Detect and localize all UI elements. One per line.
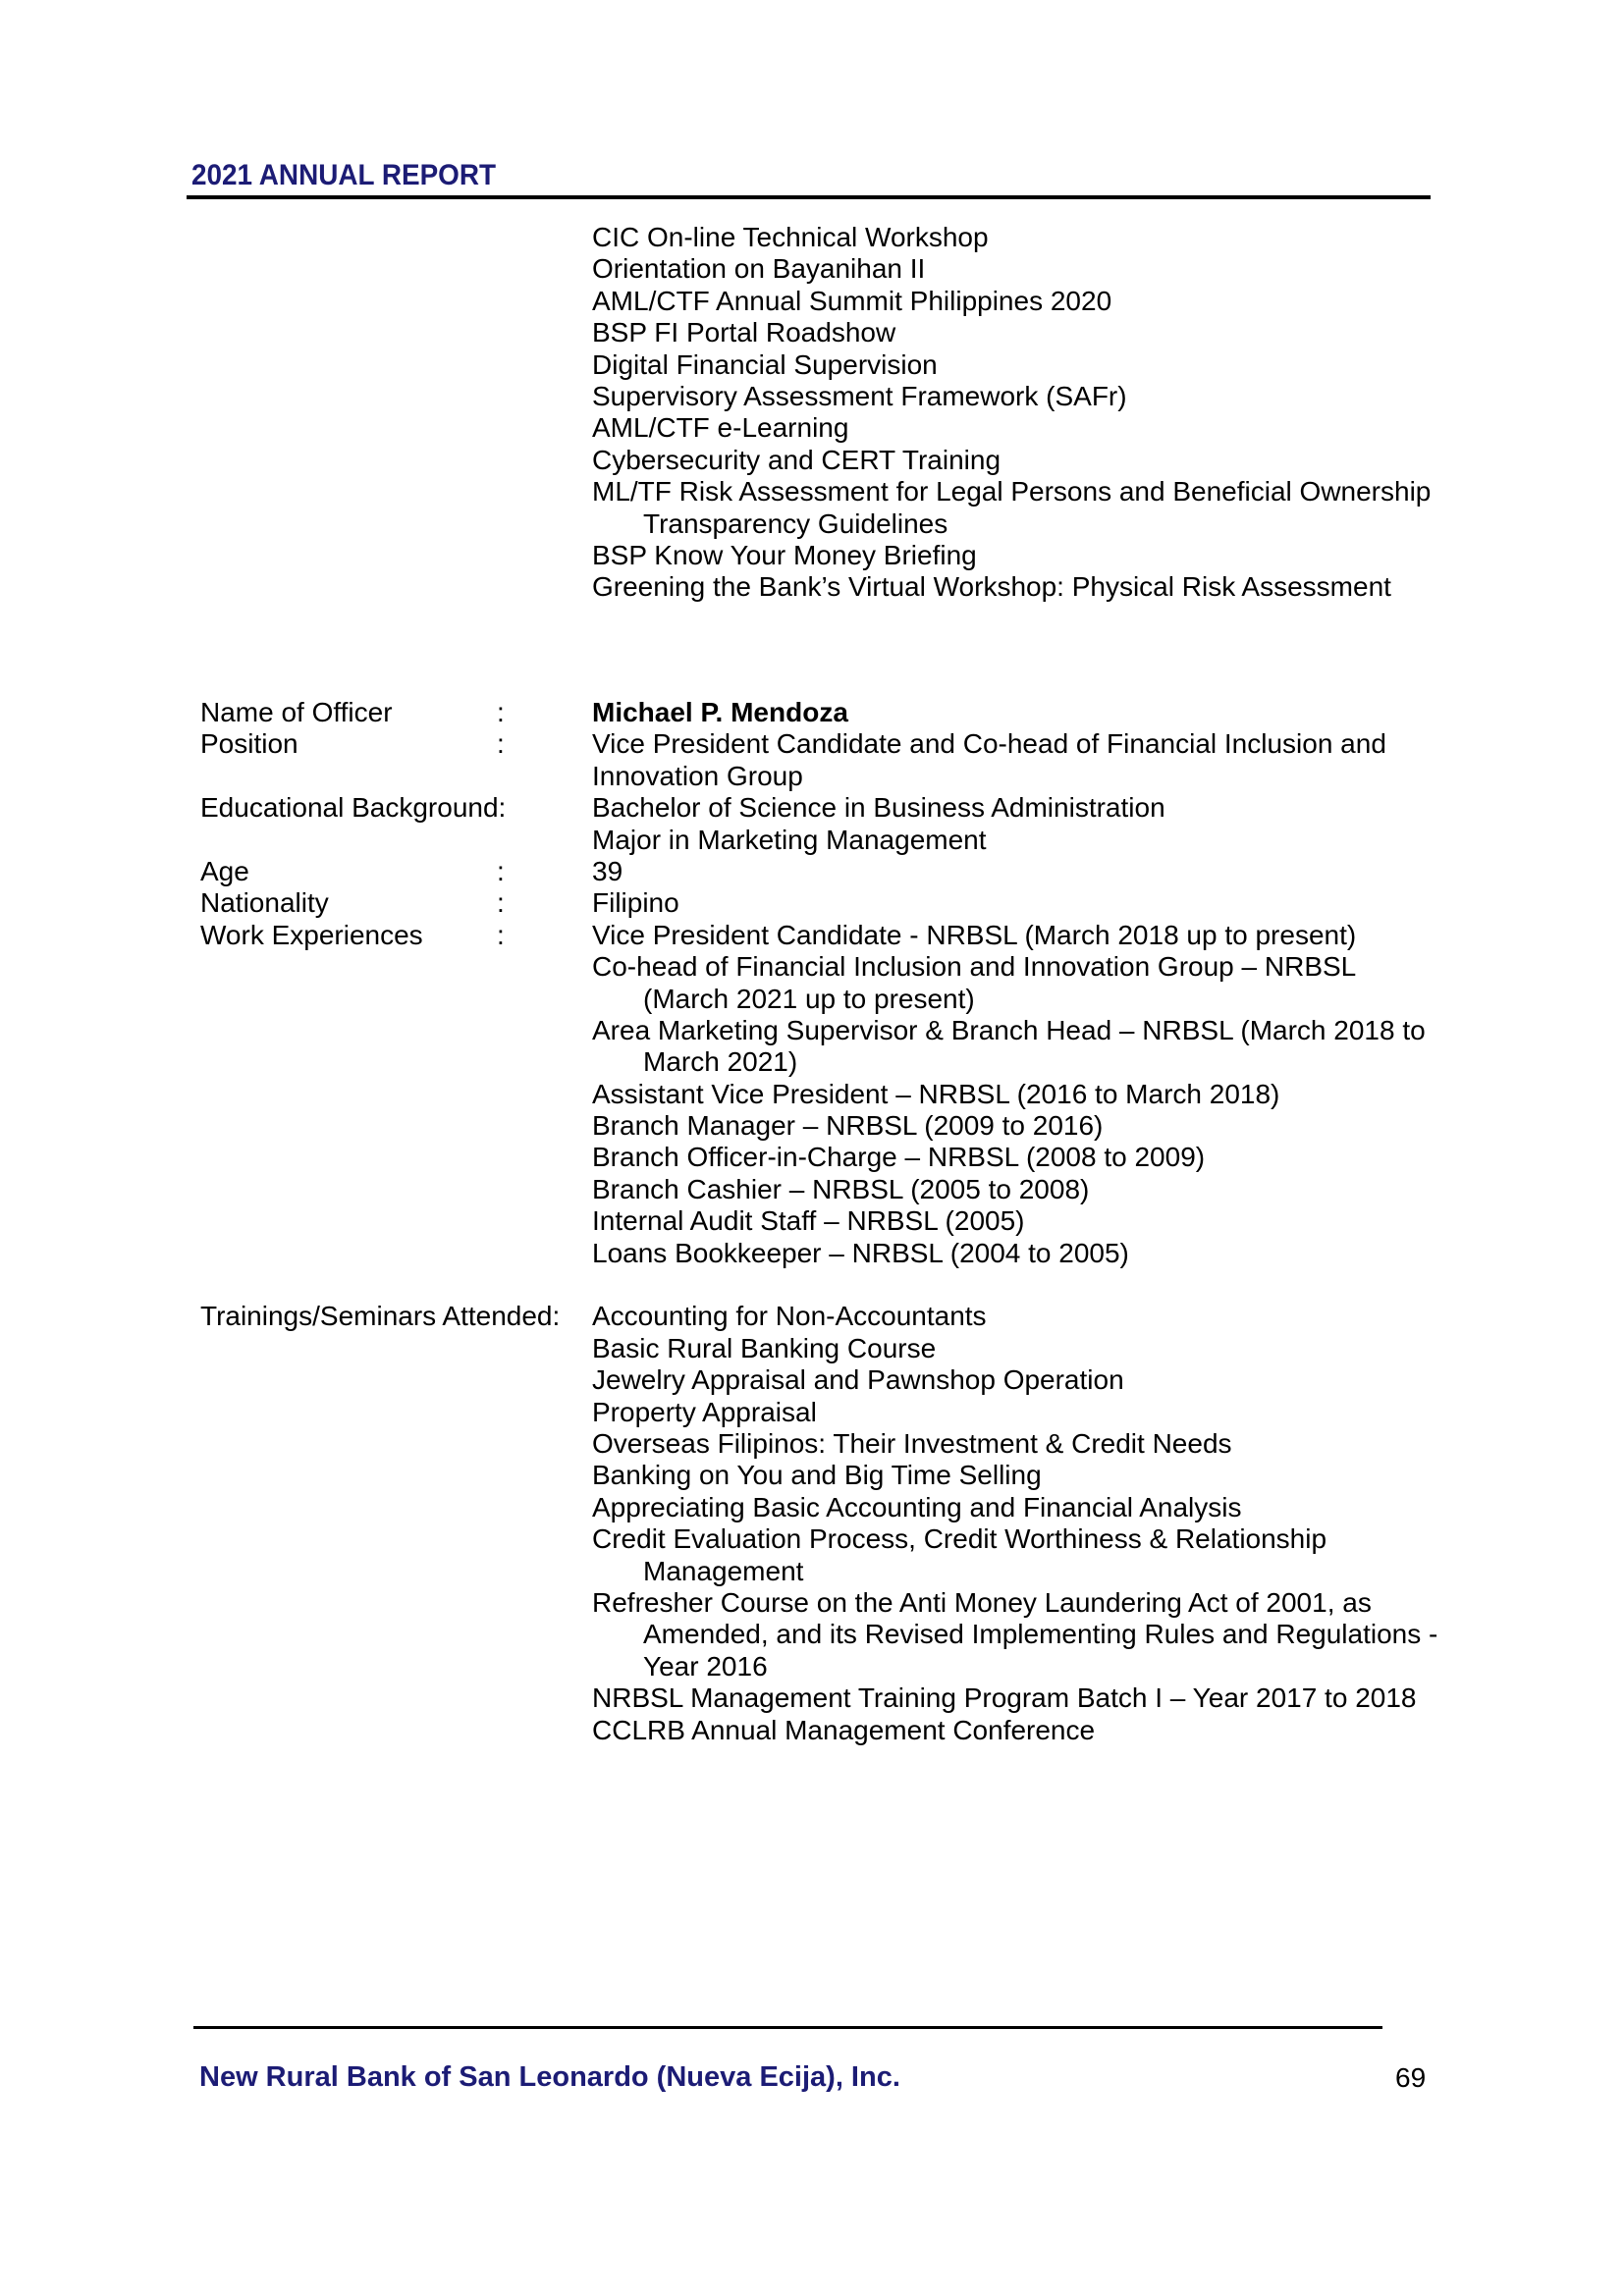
field-value: Property Appraisal [592,1396,817,1427]
field-value: Appreciating Basic Accounting and Financial Analysis [592,1491,1242,1522]
field-value: 39 [592,855,623,886]
training-line [592,317,1431,348]
field-value: Branch Officer-in-Charge – NRBSL (2008 to 2009) [592,1142,1206,1173]
officer-training-line [200,1556,1595,1587]
field-value: Branch Cashier – NRBSL (2005 to 2008) [592,1173,1090,1204]
field-label: Nationality [200,887,329,919]
field-label: Work Experiences [200,919,423,950]
officer-training-line [200,1460,1595,1491]
field-value: NRBSL Management Training Program Batch I – Year 2017 to 2018 [592,1682,1417,1714]
field-value: Refresher Course on the Anti Money Laundering Act of 2001, as [592,1586,1372,1618]
officer-training-line [200,1492,1595,1523]
training-line-text: Orientation on Bayanihan II [592,253,926,285]
field-value: CCLRB Annual Management Conference [592,1714,1096,1745]
training-line-text: BSP FI Portal Roadshow [592,317,896,348]
field-value: Jewelry Appraisal and Pawnshop Operation [592,1364,1124,1396]
field-value: Assistant Vice President – NRBSL (2016 to March 2018) [592,1078,1280,1109]
training-line [592,571,1431,603]
report-header-title: 2021 ANNUAL REPORT [191,159,497,191]
officer-info-line [200,1110,1595,1142]
officer-info-line [200,1174,1595,1205]
officer-info-line [200,792,1595,824]
field-label: Trainings/Seminars Attended: [200,1301,561,1332]
field-value: Bachelor of Science in Business Administration [592,792,1165,824]
field-value: (March 2021 up to present) [643,983,975,1014]
field-value: Basic Rural Banking Course [592,1332,937,1363]
officer-info-line [200,856,1595,887]
training-line-text: Cybersecurity and CERT Training [592,444,1001,475]
officer-info-line [200,1015,1595,1046]
officer-info-list [200,697,1595,1269]
field-colon: : [497,887,505,919]
officer-info-line [200,761,1595,792]
training-line [592,540,1431,571]
officer-info-line [200,728,1595,760]
field-value: Amended, and its Revised Implementing Rules and Regulations - [643,1619,1438,1650]
field-value: Vice President Candidate - NRBSL (March 2018 up to present) [592,919,1357,950]
field-value: Management [643,1555,804,1586]
training-line-text: Transparency Guidelines [643,507,948,539]
officer-info-line [200,984,1595,1015]
training-line [592,381,1431,412]
training-line-text: Greening the Bank’s Virtual Workshop: Physical Risk Assessment [592,571,1391,603]
officer-info-line [200,697,1595,728]
officer-training-line [200,1301,1595,1332]
training-continuation-list [592,222,1431,604]
officer-info-line [200,1046,1595,1078]
officer-info-line [200,825,1595,856]
training-line-text: ML/TF Risk Assessment for Legal Persons and Beneficial Ownership [592,476,1432,507]
officer-profile [200,697,1595,1746]
officer-trainings-list [200,1301,1595,1745]
field-value: Accounting for Non-Accountants [592,1301,987,1332]
field-value: March 2021) [643,1046,798,1078]
footer-page-number: 69 [1395,2062,1427,2093]
training-line-text: Supervisory Assessment Framework (SAFr) [592,380,1127,411]
officer-info-line [200,887,1595,919]
officer-info-line [200,1079,1595,1110]
field-value: Innovation Group [592,760,803,791]
field-label: Educational Background: [200,792,507,824]
training-line [592,253,1431,285]
field-colon: : [497,855,505,886]
field-colon: : [497,728,505,760]
officer-training-line [200,1715,1595,1746]
field-colon: : [497,919,505,950]
field-value: Overseas Filipinos: Their Investment & Credit Needs [592,1427,1232,1459]
training-line [592,412,1431,444]
field-value: Year 2016 [643,1650,768,1682]
field-colon: : [497,697,505,727]
field-value: Filipino [592,887,679,919]
field-value: Internal Audit Staff – NRBSL (2005) [592,1205,1025,1237]
footer-bank-name: New Rural Bank of San Leonardo (Nueva Ecija), Inc. [199,2061,900,2093]
field-value: Area Marketing Supervisor & Branch Head – NRBSL (March 2018 to [592,1014,1426,1045]
officer-training-line [200,1428,1595,1460]
training-line-text: Digital Financial Supervision [592,348,938,380]
field-label: Age [200,855,249,886]
officer-training-line [200,1619,1595,1650]
field-value: Major in Marketing Management [592,824,987,855]
training-line [592,349,1431,381]
header-rule [187,195,1431,199]
field-value: Credit Evaluation Process, Credit Worthiness & Relationship [592,1523,1327,1555]
training-line [592,286,1431,317]
footer-rule [193,2026,1382,2029]
training-line-text: CIC On-line Technical Workshop [592,222,989,252]
officer-info-line [200,1142,1595,1173]
field-label: Position [200,728,298,760]
officer-info-line [200,1238,1595,1269]
field-value: Vice President Candidate and Co-head of Financial Inclusion and [592,728,1386,760]
training-line-text: AML/CTF e-Learning [592,412,849,444]
field-value: Loans Bookkeeper – NRBSL (2004 to 2005) [592,1237,1129,1268]
field-value: Banking on You and Big Time Selling [592,1460,1042,1491]
field-label: Name of Officer [200,697,393,727]
officer-training-line [200,1397,1595,1428]
training-line [592,476,1431,507]
training-line-text: BSP Know Your Money Briefing [592,539,977,570]
training-line [592,222,1431,253]
officer-info-line [200,920,1595,951]
officer-training-line [200,1364,1595,1396]
training-line [592,508,1431,540]
field-value: Michael P. Mendoza [592,697,848,727]
officer-training-line [200,1523,1595,1555]
officer-training-line [200,1682,1595,1714]
officer-training-line [200,1333,1595,1364]
officer-training-line [200,1651,1595,1682]
officer-info-line [200,951,1595,983]
training-line-text: AML/CTF Annual Summit Philippines 2020 [592,285,1112,316]
officer-info-line [200,1205,1595,1237]
field-value: Co-head of Financial Inclusion and Innovation Group – NRBSL [592,951,1357,983]
training-line [592,445,1431,476]
officer-training-line [200,1587,1595,1619]
field-value: Branch Manager – NRBSL (2009 to 2016) [592,1110,1104,1142]
